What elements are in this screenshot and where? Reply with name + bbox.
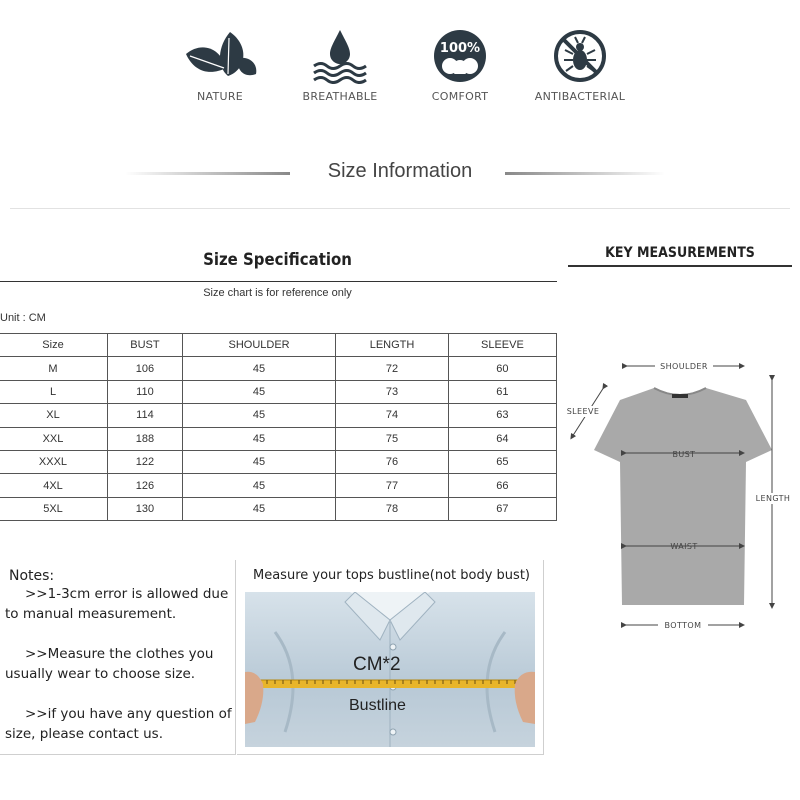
note-item [5, 704, 235, 744]
note-item [5, 584, 235, 624]
note-line: usually wear to choose size. [5, 666, 196, 682]
tshirt-measurement-diagram [560, 350, 800, 635]
table-cell: 75 [336, 427, 449, 450]
table-cell: 130 [108, 497, 183, 520]
leaves-icon [180, 28, 260, 84]
size-table [0, 333, 557, 521]
column-header: Size [0, 334, 108, 357]
unit-label: Unit : CM [0, 312, 46, 324]
column-header: LENGTH [336, 334, 449, 357]
shirt-photo [245, 592, 535, 747]
table-cell: 45 [182, 357, 335, 380]
section-divider [10, 208, 790, 209]
notes-title: Notes: [9, 568, 55, 584]
table-cell: 61 [448, 380, 556, 403]
bustline-heading: Measure your tops bustline(not body bust) [253, 568, 530, 583]
table-row [0, 497, 557, 520]
table-header-row [0, 334, 557, 357]
no-bug-icon [540, 28, 620, 84]
table-row [0, 450, 557, 473]
table-cell: 74 [336, 404, 449, 427]
feature-breathable [280, 28, 400, 103]
table-cell: 72 [336, 357, 449, 380]
table-cell: 45 [182, 427, 335, 450]
table-cell: XXXL [0, 450, 108, 473]
table-cell: 122 [108, 450, 183, 473]
table-cell: L [0, 380, 108, 403]
table-cell: 45 [182, 404, 335, 427]
table-cell: 110 [108, 380, 183, 403]
bustline-label: Bustline [349, 697, 406, 714]
feature-nature [160, 28, 280, 103]
table-cell: 65 [448, 450, 556, 473]
table-cell: 76 [336, 450, 449, 473]
feature-label: COMFORT [431, 90, 489, 103]
right-hand [515, 672, 535, 724]
cm-times-two-label: CM*2 [353, 654, 401, 675]
note-line: >>Measure the clothes you [25, 646, 214, 662]
note-item [5, 644, 235, 684]
table-cell: 106 [108, 357, 183, 380]
key-measurements-divider [568, 265, 792, 267]
sleeve-label: SLEEVE [566, 407, 600, 416]
bustline-panel [237, 560, 544, 755]
table-row [0, 474, 557, 497]
length-label: LENGTH [755, 494, 791, 503]
table-cell: 67 [448, 497, 556, 520]
size-specification-title: Size Specification [203, 250, 352, 270]
table-cell: XXL [0, 427, 108, 450]
notes-panel [0, 560, 236, 755]
table-cell: 66 [448, 474, 556, 497]
feature-antibacterial [520, 28, 640, 103]
key-measurements-title: KEY MEASUREMENTS [605, 245, 755, 261]
note-line: >>if you have any question of [25, 706, 232, 722]
table-cell: 4XL [0, 474, 108, 497]
cotton-icon [420, 28, 500, 84]
table-cell: 64 [448, 427, 556, 450]
shirt-tag [672, 394, 688, 398]
left-hand [245, 672, 263, 724]
shoulder-label: SHOULDER [660, 362, 708, 371]
table-cell: 63 [448, 404, 556, 427]
water-drop-icon [300, 28, 380, 84]
cotton-badge-text: 100% [439, 41, 481, 56]
column-header: BUST [108, 334, 183, 357]
column-header: SLEEVE [448, 334, 556, 357]
table-cell: 78 [336, 497, 449, 520]
table-row [0, 380, 557, 403]
table-cell: 73 [336, 380, 449, 403]
tshirt-illustration [594, 388, 772, 605]
feature-icons-row [160, 28, 640, 118]
size-information-title: Size Information [327, 160, 473, 182]
table-cell: 45 [182, 450, 335, 473]
spec-divider [0, 281, 557, 282]
table-row [0, 427, 557, 450]
bottom-label: BOTTOM [664, 621, 702, 630]
table-row [0, 404, 557, 427]
table-cell: 45 [182, 497, 335, 520]
table-cell: 126 [108, 474, 183, 497]
table-cell: M [0, 357, 108, 380]
table-row [0, 357, 557, 380]
reference-note: Size chart is for reference only [203, 287, 352, 299]
note-line: size, please contact us. [5, 726, 163, 742]
waist-label: WAIST [670, 542, 698, 551]
table-cell: 45 [182, 380, 335, 403]
table-cell: 114 [108, 404, 183, 427]
feature-label: NATURE [196, 90, 244, 103]
feature-label: ANTIBACTERIAL [534, 90, 626, 103]
note-line: >>1-3cm error is allowed due [25, 586, 229, 602]
feature-label: BREATHABLE [302, 90, 378, 103]
table-cell: 188 [108, 427, 183, 450]
feature-comfort [400, 28, 520, 103]
table-cell: 5XL [0, 497, 108, 520]
column-header: SHOULDER [182, 334, 335, 357]
table-cell: 77 [336, 474, 449, 497]
bust-label: BUST [672, 450, 696, 459]
note-line: to manual measurement. [5, 606, 177, 622]
table-cell: 60 [448, 357, 556, 380]
title-divider-right [505, 172, 665, 175]
table-cell: 45 [182, 474, 335, 497]
table-cell: XL [0, 404, 108, 427]
